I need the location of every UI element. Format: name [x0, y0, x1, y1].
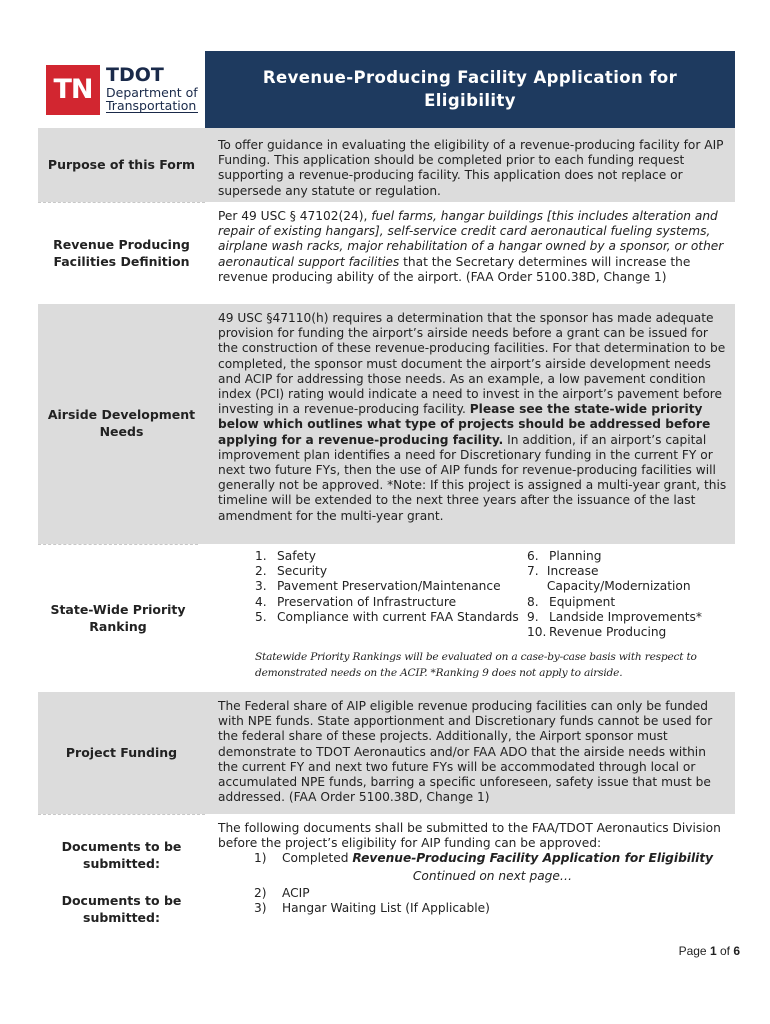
doc-num: 1): [254, 851, 267, 866]
ranking-num: 3.: [255, 579, 267, 594]
documents-row: [38, 814, 735, 934]
ranking-body: [198, 544, 735, 692]
ranking-row: [38, 544, 735, 692]
documents-intro: The following documents shall be submitted to the FAA/TDOT Aeronautics Division before the project’s eligibility for AIP funding can be approved:: [218, 821, 721, 851]
ranking-label: [38, 544, 198, 692]
purpose-text: To offer guidance in evaluating the eligibility of a revenue-producing facility for AIP Funding. This application should be completed prior to each funding request supporting a revenue-producing facility. This application does not replace or supersede any statute or regulation.: [205, 128, 735, 202]
ranking-text: Security: [277, 564, 328, 579]
doc-text-bold: Revenue-Producing Facility Application for Eligibility: [352, 851, 714, 866]
page-current: 1: [709, 944, 717, 958]
definition-text-italic: fuel farms, hangar buildings [this includes alteration and repair of existing hangars], self-service credit card aeronautical fueling systems, airplane wash racks, major rehabilitation of a hangar owned by a sponsor, or other aeronautical support facilities: [218, 209, 724, 269]
ranking-num: 9.: [527, 609, 539, 624]
airside-text: [205, 304, 735, 544]
logo-text: [106, 63, 198, 113]
list-item: [527, 625, 727, 640]
list-item: [218, 886, 727, 901]
documents-body: [205, 814, 735, 934]
funding-label: Project Funding: [38, 692, 205, 814]
ranking-text: Increase Capacity/Modernization: [546, 564, 691, 594]
funding-row: [38, 692, 735, 814]
airside-label-line2: Needs: [99, 424, 144, 439]
ranking-text: Preservation of Infrastructure: [277, 594, 457, 609]
doc-text: [282, 851, 713, 866]
ranking-label-line1: State-Wide Priority: [50, 601, 186, 617]
definition-label-line2: Facilities Definition: [53, 253, 190, 269]
list-item: [255, 579, 527, 594]
ranking-text: Compliance with current FAA Standards: [277, 609, 519, 624]
airside-row: [38, 304, 735, 544]
ranking-num: 6.: [527, 549, 539, 563]
ranking-text: Planning: [549, 549, 602, 563]
tdot-logo: [38, 51, 205, 128]
doc-num: 2): [254, 885, 267, 900]
form-title-line1: Revenue-Producing Facility Application for: [262, 68, 678, 88]
ranking-text: Equipment: [549, 594, 616, 609]
logo-line1: Department of: [106, 84, 198, 100]
header: [38, 51, 735, 128]
doc-text: ACIP: [282, 885, 310, 900]
ranking-label-line2: Ranking: [89, 618, 147, 634]
ranking-num: 1.: [255, 549, 267, 563]
documents-label: [38, 814, 205, 934]
list-item: [527, 549, 727, 564]
ranking-num: 5.: [255, 609, 267, 624]
form-page: [38, 51, 735, 934]
list-item: [255, 549, 527, 564]
list-item: [255, 595, 527, 610]
list-item: [255, 564, 527, 579]
page-of: of: [716, 944, 734, 958]
airside-text-part2: In addition, if an airport’s capital improvement plan identifies a need for Discretionary funding in the current FY or next two future FYs, then the use of AIP funds for revenue-producing facilities will generally not be approved. *Note: If this project is assigned a multi-year grant, this timeline will be extended to the next three years after the issuance of the last amendment for the multi-year grant.: [218, 432, 727, 523]
documents-label-a: Documents to be submitted:: [61, 839, 182, 871]
funding-text: The Federal share of AIP eligible revenue producing facilities can only be funded with NPE funds. State apportionment and Discretionary funds cannot be used for the federal share of these projects. Additionally, the Airport sponsor must demonstrate to TDOT Aeronautics and/or FAA ADO that the airside needs within the current FY and next two future FYs will be accommodated through local or accumulated NPE funds, barring a specific unforeseen, safety issue that must be addressed. (FAA Order 5100.38D, Change 1): [205, 692, 735, 814]
ranking-list-left: [255, 549, 527, 640]
list-item: [527, 610, 727, 625]
ranking-text: Revenue Producing: [549, 625, 667, 640]
list-item: [218, 851, 727, 866]
airside-label: [38, 304, 205, 544]
documents-label-b: Documents to be submitted:: [61, 892, 182, 925]
definition-text-part2: that the Secretary determines will increase the revenue producing ability of the airport. (FAA Order 5100.38D, Change 1): [218, 254, 691, 284]
ranking-text: Pavement Preservation/Maintenance: [277, 579, 501, 594]
page-total: 6: [733, 944, 740, 958]
logo-title: TDOT: [106, 63, 164, 86]
list-item: [218, 901, 727, 916]
definition-row: [38, 202, 735, 304]
ranking-text: Landside Improvements*: [549, 609, 702, 624]
page-prefix: Page: [678, 944, 710, 958]
form-title-line2: Eligibility: [424, 90, 516, 110]
list-item: [527, 595, 727, 610]
ranking-list-right: [527, 549, 727, 640]
ranking-num: 10.: [527, 625, 547, 640]
ranking-num: 4.: [255, 594, 267, 609]
purpose-row: [38, 128, 735, 202]
airside-text-part1: 49 USC §47110(h) requires a determination that the sponsor has made adequate provision for funding the airport’s airside needs before a grant can be issued for the construction of these revenue-producing facilities. For that determination to be completed, the sponsor must document the airport’s airside development needs and ACIP for addressing those needs. As an example, a low pavement condition index (PCI) rating would indicate a need to invest in the airport’s pavement before investing in a revenue-producing facility.: [218, 311, 726, 417]
ranking-num: 7.: [527, 564, 539, 579]
list-item: [255, 610, 527, 625]
definition-text: [205, 202, 735, 304]
page-number: [679, 944, 740, 958]
ranking-num: 8.: [527, 594, 539, 609]
list-item: [527, 564, 727, 594]
airside-text-bold: Please see the state-wide priority below which outlines what type of projects should be addressed before applying for a revenue-producing facility.: [218, 402, 711, 447]
definition-text-part1: Per 49 USC § 47102(24),: [218, 209, 372, 223]
airside-label-line1: Airside Development: [47, 407, 196, 423]
doc-num: 3): [254, 901, 267, 916]
purpose-label: Purpose of this Form: [38, 128, 205, 202]
ranking-num: 2.: [255, 564, 267, 579]
tn-badge-icon: TN: [46, 65, 100, 115]
ranking-text: Safety: [277, 549, 316, 563]
doc-text-plain: Completed: [282, 851, 353, 866]
definition-label-line1: Revenue Producing: [53, 236, 190, 252]
definition-label: [38, 202, 205, 304]
logo-line2: Transportation: [106, 97, 197, 113]
doc-text: Hangar Waiting List (If Applicable): [282, 901, 490, 916]
ranking-note: Statewide Priority Rankings will be evaluated on a case-by-case basis with respect to demonstrated needs on the ACIP. *Ranking 9 does not apply to airside.: [255, 651, 697, 679]
continued-note: Continued on next page…: [412, 868, 573, 883]
form-title: [205, 51, 735, 128]
